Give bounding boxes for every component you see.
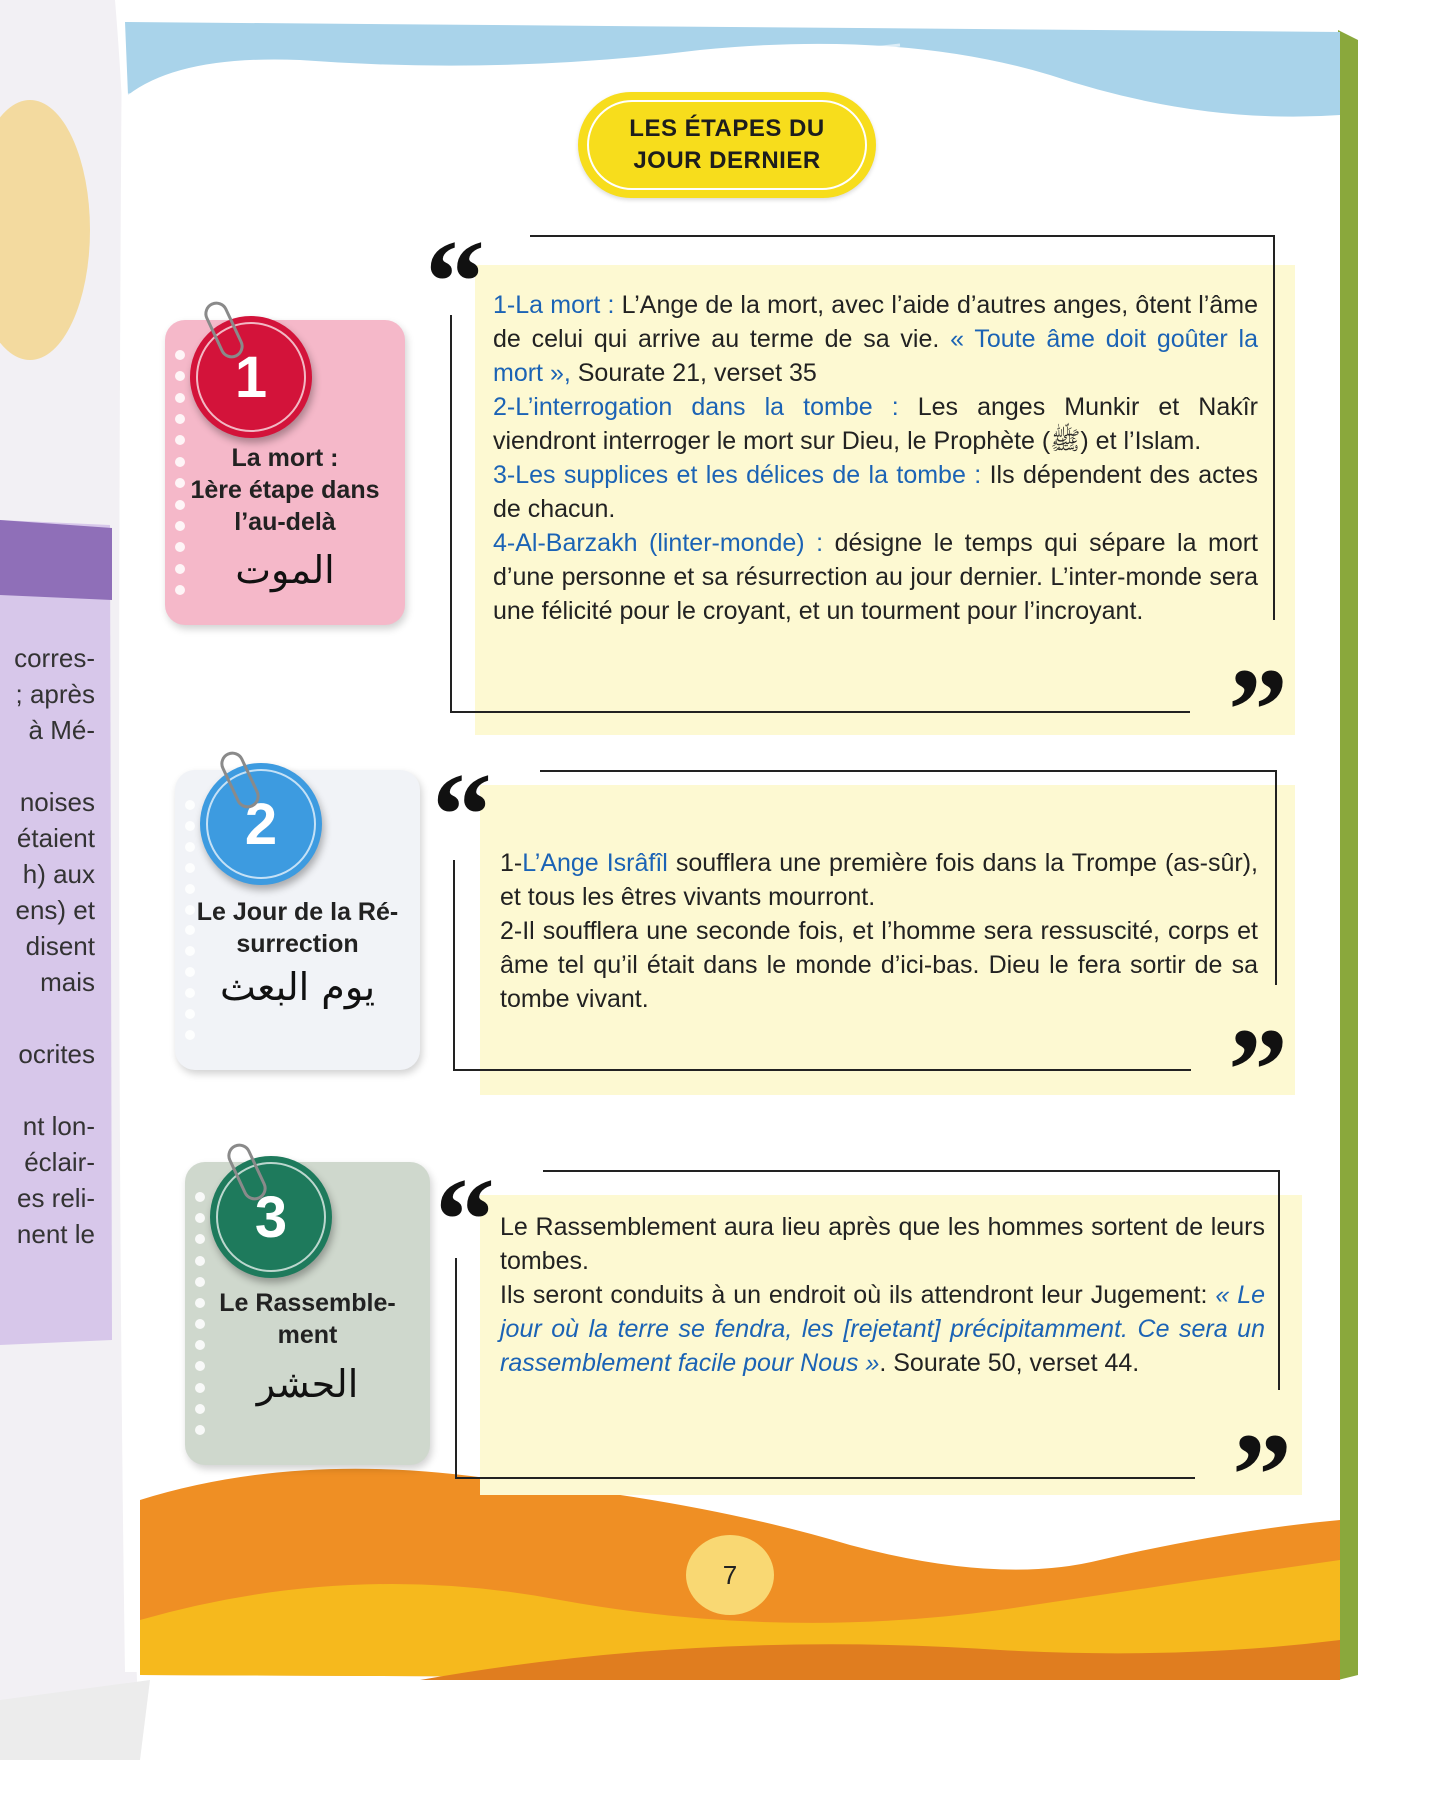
frame-line (450, 711, 1190, 713)
text-block-2 (500, 846, 1258, 1016)
frame-line (543, 1170, 1278, 1172)
step-2-title: Le Jour de la Ré- surrection (196, 898, 399, 958)
step-1-title: La mort : 1ère étape dans l’au-delà (190, 444, 380, 536)
frame-line (453, 860, 455, 1070)
close-quote-icon: ” (1228, 1003, 1288, 1136)
left-line: étaient (16, 823, 95, 853)
open-quote-icon: “ (425, 215, 485, 348)
open-quote-icon: “ (435, 1153, 495, 1286)
page-title-line2: JOUR DERNIER (633, 147, 821, 174)
left-line: ; après (15, 679, 95, 709)
left-line: corres- (14, 643, 95, 673)
close-quote-icon: ” (1228, 643, 1288, 776)
left-line: à Mé- (28, 715, 95, 745)
text-block-1 (493, 288, 1258, 628)
paragraph: 2-Il soufflera une seconde fois, et l’homme sera ressuscité, corps et âme tel qu’il était dans le monde d’ici-bas. Dieu le fera sortir de sa tombe vivant. (500, 917, 1258, 1013)
left-line: es reli- (16, 1183, 95, 1213)
left-line: éclair- (24, 1147, 95, 1177)
left-page-text (0, 640, 95, 1252)
frame-line (540, 770, 1275, 772)
frame-line (1273, 235, 1275, 620)
frame-line (455, 1477, 1195, 1479)
step-2-arabic: يوم البعث (219, 965, 376, 1009)
frame-line (1278, 1170, 1280, 1390)
left-line: ens) et (15, 895, 95, 925)
paragraph: 2-L’interrogation dans la tombe : Les anges Munkir et Nakîr viendront interroger le mort sur Dieu, le Prophète (ﷺ) et l’Islam. (493, 393, 1258, 455)
frame-line (1275, 770, 1277, 985)
step-1-arabic: الموت (235, 548, 335, 592)
page-number: 7 (686, 1535, 774, 1615)
left-line: nt lon- (22, 1111, 95, 1141)
frame-line (455, 1258, 457, 1478)
page-title-badge (578, 92, 876, 198)
step-3-number-badge: 3 (210, 1156, 332, 1278)
paragraph: 3-Les supplices et les délices de la tombe : Ils dépendent des actes de chacun. (493, 461, 1258, 523)
open-quote-icon: “ (432, 748, 492, 881)
page-title-line1: LES ÉTAPES DU (629, 115, 825, 142)
frame-line (530, 235, 1273, 237)
left-line: ocrites (18, 1039, 95, 1069)
frame-line (453, 1069, 1191, 1071)
step-3-title: Le Rassemble- ment (219, 1289, 396, 1349)
text-block-3 (500, 1210, 1265, 1380)
paragraph: 1-L’Ange Isrâfîl soufflera une première fois dans la Trompe (as-sûr), et tous les êtres vivants mourront. (500, 849, 1258, 911)
paragraph: Le Rassemblement aura lieu après que les hommes sortent de leurs tombes. (500, 1213, 1265, 1275)
paragraph: 4-Al-Barzakh (linter-monde) : désigne le temps qui sépare la mort d’une personne et sa résurrection au jour dernier. L’inter-monde sera une félicité pour le croyant, et un tourment pour l’incroyant. (493, 529, 1258, 625)
left-line: h) aux (22, 859, 95, 889)
left-line: noises (19, 787, 95, 817)
paragraph: Ils seront conduits à un endroit où ils attendront leur Jugement: « Le jour où la terre se fendra, les [rejetant] précipitamment. Ce sera un rassemblement facile pour Nous ». Sourate 50, verset 44. (500, 1281, 1265, 1377)
step-3-arabic: الحشر (256, 1362, 359, 1406)
frame-line (450, 315, 452, 712)
left-line: mais (40, 967, 95, 997)
left-line: disent (25, 931, 95, 961)
step-2-number-badge: 2 (200, 763, 322, 885)
left-line: nent le (16, 1219, 95, 1249)
paragraph: 1-La mort : L’Ange de la mort, avec l’aide d’autres anges, ôtent l’âme de celui qui arrive au terme de sa vie. « Toute âme doit goûter la mort », Sourate 21, verset 35 (493, 291, 1259, 387)
step-1-number-badge: 1 (190, 316, 312, 438)
close-quote-icon: ” (1232, 1408, 1292, 1541)
